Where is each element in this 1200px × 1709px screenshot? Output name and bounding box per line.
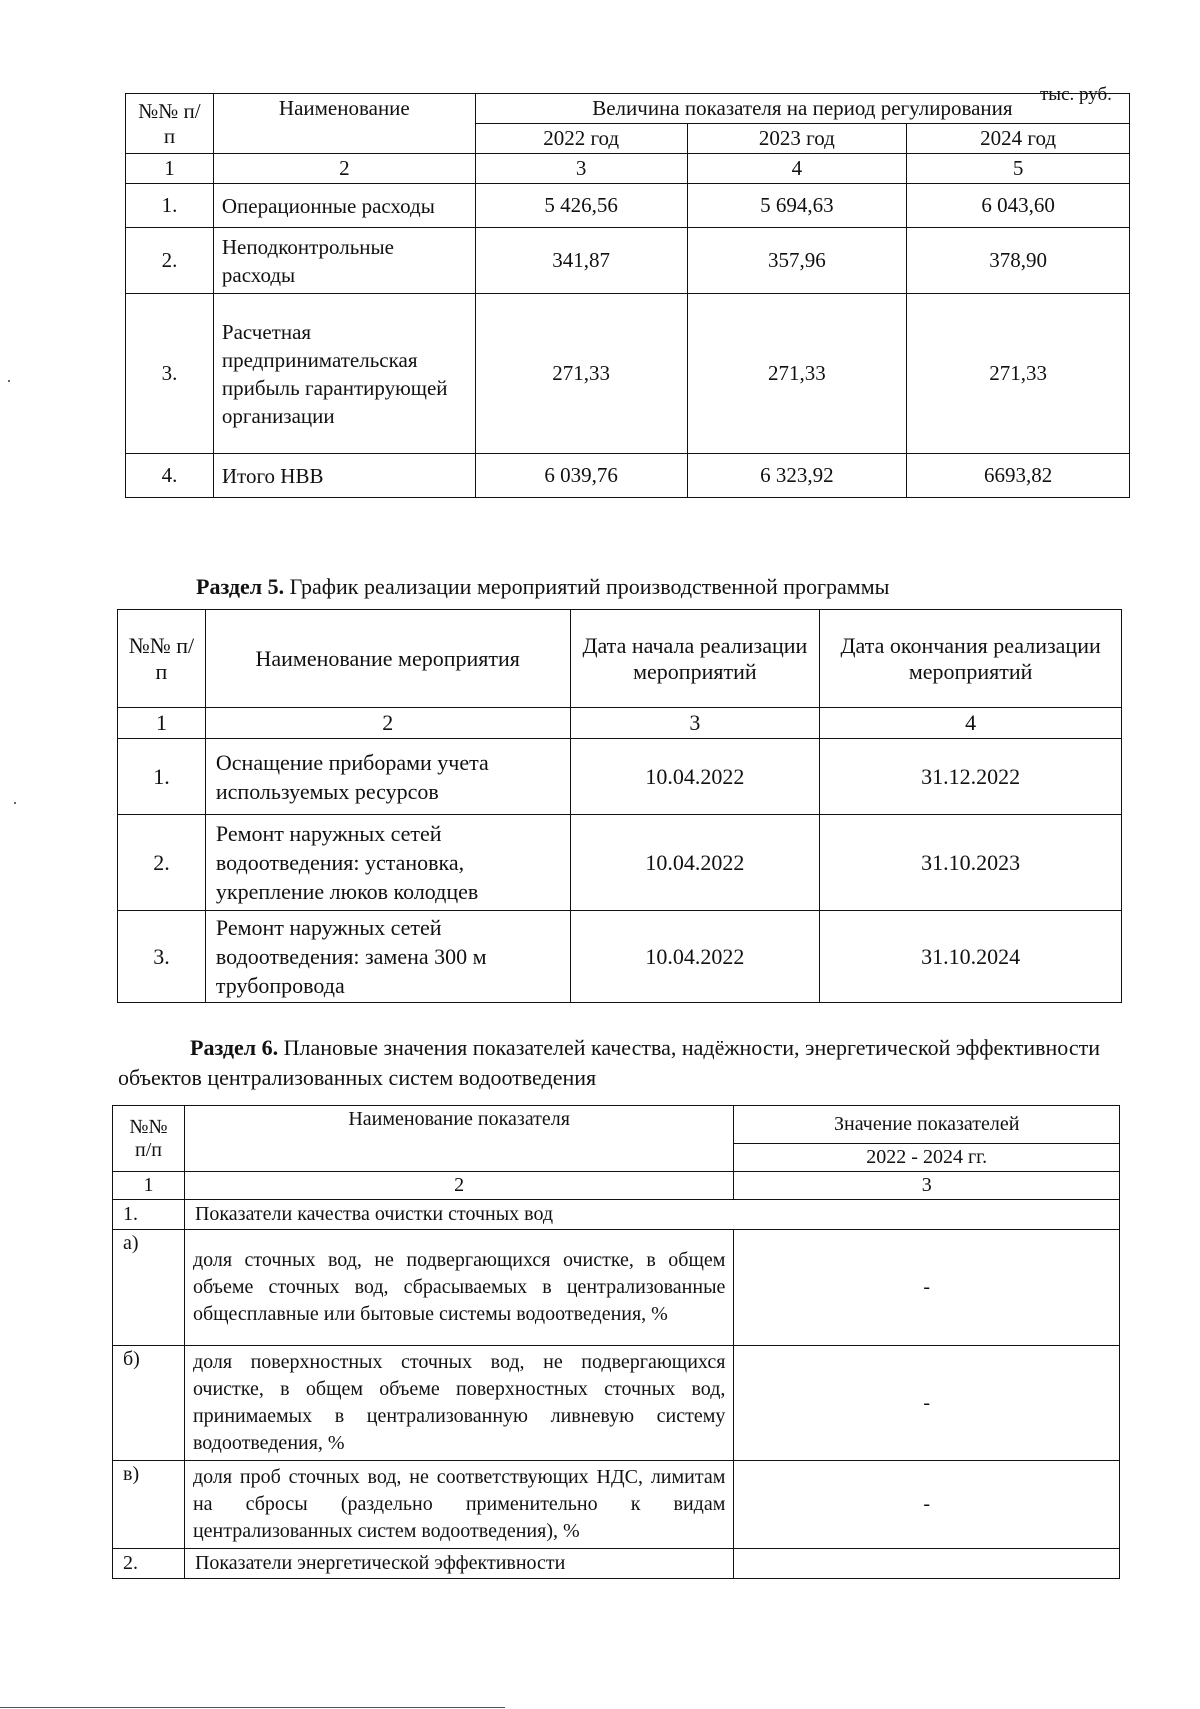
section5-heading [196, 572, 889, 602]
table-row [126, 228, 1130, 294]
row-name: Операционные расходы [213, 184, 475, 228]
table-row [126, 184, 1130, 228]
schedule-table [117, 609, 1122, 1003]
row-end-date: 31.10.2023 [820, 815, 1122, 911]
row-name: доля проб сточных вод, не соответствующих НДС, лимитам на сбросы (раздельно применительно к видам централизованных систем водоотведения), % [184, 1461, 733, 1549]
header-period: 2022 - 2024 гг. [734, 1144, 1120, 1172]
row-name: Итого НВВ [213, 454, 475, 498]
table-header-row [118, 610, 1122, 708]
scan-speck [14, 802, 16, 804]
table-row [118, 911, 1122, 1003]
group-name: Показатели качества очистки сточных вод [184, 1200, 1119, 1230]
table-row [126, 294, 1130, 454]
col-number: 1 [118, 708, 206, 739]
section5-title: График реализации мероприятий производственной программы [289, 574, 890, 599]
row-name: Неподконтрольные расходы [213, 228, 475, 294]
col-number: 1 [113, 1172, 185, 1200]
section6-heading-line [118, 1033, 1123, 1063]
row-end-date: 31.10.2024 [820, 911, 1122, 1003]
header-year: 2022 год [475, 124, 687, 154]
row-name: Расчетная предпринимательская прибыль гарантирующей организации [213, 294, 475, 454]
col-number: 2 [184, 1172, 733, 1200]
row-value: 357,96 [687, 228, 907, 294]
row-name: Ремонт наружных сетей водоотведения: замена 300 м трубопровода [205, 911, 570, 1003]
row-value: - [734, 1346, 1120, 1461]
header-num: №№ п/п [118, 610, 206, 708]
row-num: 1. [126, 184, 214, 228]
section6-heading [118, 1033, 1123, 1093]
row-num: 2. [113, 1549, 185, 1579]
unit-label: тыс. руб. [1040, 84, 1112, 105]
row-value: - [734, 1230, 1120, 1346]
row-num: а) [113, 1230, 185, 1346]
row-value: 5 426,56 [475, 184, 687, 228]
section6-title: Плановые значения показателей качества, надёжности, энергетической эффективности [283, 1035, 1100, 1060]
section6-title-cont: объектов централизованных систем водоотведения [118, 1065, 597, 1090]
footer-rule [0, 1707, 505, 1708]
row-num: в) [113, 1461, 185, 1549]
col-number: 4 [820, 708, 1122, 739]
col-number: 5 [907, 154, 1130, 184]
col-number: 4 [687, 154, 907, 184]
table-row [118, 739, 1122, 815]
row-value: 271,33 [907, 294, 1130, 454]
row-num: 1. [118, 739, 206, 815]
col-number: 2 [213, 154, 475, 184]
section5-label: Раздел 5. [196, 574, 285, 599]
row-end-date: 31.12.2022 [820, 739, 1122, 815]
col-number: 3 [734, 1172, 1120, 1200]
header-start-date: Дата начала реализации мероприятий [570, 610, 820, 708]
row-start-date: 10.04.2022 [570, 815, 820, 911]
row-num: 2. [126, 228, 214, 294]
header-num: №№ п/п [126, 94, 214, 154]
row-value: 378,90 [907, 228, 1130, 294]
header-name: Наименование мероприятия [205, 610, 570, 708]
row-num: 4. [126, 454, 214, 498]
header-period: Величина показателя на период регулирования [475, 94, 1129, 124]
row-value [734, 1549, 1120, 1579]
row-value: 5 694,63 [687, 184, 907, 228]
header-num: №№ п/п [113, 1106, 185, 1172]
row-value: 271,33 [687, 294, 907, 454]
indicators-table [112, 1105, 1120, 1579]
row-value: 6693,82 [907, 454, 1130, 498]
row-value: 271,33 [475, 294, 687, 454]
row-num: 1. [113, 1200, 185, 1230]
header-name: Наименование [213, 94, 475, 154]
row-start-date: 10.04.2022 [570, 739, 820, 815]
header-name: Наименование показателя [184, 1106, 733, 1172]
row-name: доля сточных вод, не подвергающихся очистке, в общем объеме сточных вод, сбрасываемых в централизованные общесплавные или бытовые системы водоотведения, % [184, 1230, 733, 1346]
row-value: 341,87 [475, 228, 687, 294]
column-number-row [113, 1172, 1120, 1200]
row-value: 6 323,92 [687, 454, 907, 498]
table-row [126, 454, 1130, 498]
column-number-row [118, 708, 1122, 739]
header-year: 2024 год [907, 124, 1130, 154]
row-start-date: 10.04.2022 [570, 911, 820, 1003]
scan-speck [8, 380, 10, 382]
header-end-date: Дата окончания реализации мероприятий [820, 610, 1122, 708]
header-year: 2023 год [687, 124, 907, 154]
col-number: 3 [475, 154, 687, 184]
table-row [113, 1461, 1120, 1549]
table-row [118, 815, 1122, 911]
row-name: доля поверхностных сточных вод, не подвергающихся очистке, в общем объеме поверхностных сточных вод, принимаемых в централизованную ливневую систему водоотведения, % [184, 1346, 733, 1461]
row-num: б) [113, 1346, 185, 1461]
column-number-row [126, 154, 1130, 184]
header-value: Значение показателей [734, 1106, 1120, 1144]
row-num: 3. [126, 294, 214, 454]
table-header-row [113, 1106, 1120, 1144]
section6-label: Раздел 6. [190, 1035, 279, 1060]
table-header-row [126, 94, 1130, 124]
group-row [113, 1549, 1120, 1579]
col-number: 3 [570, 708, 820, 739]
table-row [113, 1230, 1120, 1346]
row-value: 6 043,60 [907, 184, 1130, 228]
col-number: 2 [205, 708, 570, 739]
group-name: Показатели энергетической эффективности [184, 1549, 733, 1579]
row-num: 3. [118, 911, 206, 1003]
group-row [113, 1200, 1120, 1230]
table-row [113, 1346, 1120, 1461]
col-number: 1 [126, 154, 214, 184]
row-value: - [734, 1461, 1120, 1549]
row-num: 2. [118, 815, 206, 911]
row-name: Ремонт наружных сетей водоотведения: установка, укрепление люков колодцев [205, 815, 570, 911]
row-name: Оснащение приборами учета используемых ресурсов [205, 739, 570, 815]
nvv-table [125, 93, 1130, 498]
row-value: 6 039,76 [475, 454, 687, 498]
